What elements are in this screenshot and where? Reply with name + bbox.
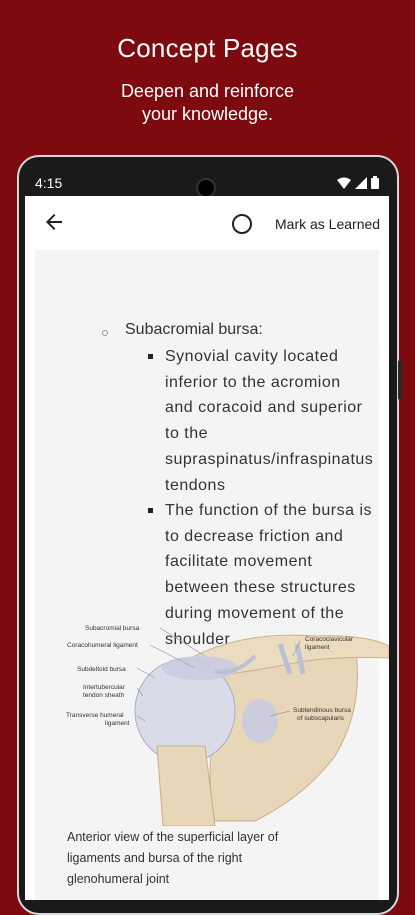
front-camera xyxy=(196,178,216,198)
label-coracoclavicular: Coracoclavicular xyxy=(305,636,354,643)
text-line: to decrease friction and xyxy=(165,527,344,545)
label-intertubercular: tendon sheath xyxy=(83,692,125,699)
battery-icon xyxy=(371,176,379,189)
square-bullet-icon xyxy=(148,508,153,513)
arrow-left-icon[interactable] xyxy=(42,210,66,234)
text-line: and coracoid and superior xyxy=(165,399,363,417)
mark-as-learned-button[interactable]: Mark as Learned xyxy=(275,216,381,232)
humerus-shaft xyxy=(157,746,215,826)
label-subtendinous-bursa: Subtendinous bursa xyxy=(293,707,351,714)
circle-outline-icon[interactable] xyxy=(232,214,252,234)
promo-subtitle-line-2: your knowledge. xyxy=(141,104,274,124)
promo-title: Concept Pages xyxy=(117,33,298,63)
promo-subtitle xyxy=(0,80,415,126)
text-line: inferior to the acromion xyxy=(165,373,341,391)
label-subacromial-bursa: Subacromial bursa xyxy=(85,625,140,632)
app-bar xyxy=(25,196,389,250)
caption-line: ligaments and bursa of the right xyxy=(67,851,243,865)
signal-icon xyxy=(355,177,367,189)
wifi-icon xyxy=(337,177,351,189)
text-line: between these structures xyxy=(165,579,356,597)
text-line: during movement of the xyxy=(165,604,345,622)
subacromial-bursa-shape xyxy=(162,656,238,680)
hollow-bullet-icon xyxy=(102,330,108,336)
figure-caption xyxy=(67,827,317,890)
shoulder-anatomy-illustration xyxy=(65,616,389,826)
label-transverse-humeral: ligament xyxy=(105,720,130,727)
app-screen xyxy=(25,196,389,900)
status-time: 4:15 xyxy=(35,175,63,191)
label-coracohumeral-ligament: Coracohumeral ligament xyxy=(67,642,138,649)
label-transverse-humeral: Transverse humeral xyxy=(66,712,124,719)
label-subdeltoid-bursa: Subdeltoid bursa xyxy=(77,666,126,673)
subheading: Subacromial bursa: xyxy=(125,321,263,338)
bullet-paragraph-1 xyxy=(165,344,375,498)
text-line: tendons xyxy=(165,476,226,494)
text-line: The function of the bursa is xyxy=(165,502,372,519)
text-line: Synovial cavity located xyxy=(165,348,339,365)
volume-button xyxy=(398,360,402,400)
text-line: facilitate movement xyxy=(165,553,313,571)
caption-line: Anterior view of the superficial layer of xyxy=(67,830,279,844)
text-line: supraspinatus/infraspinatus xyxy=(165,450,374,468)
subtendinous-bursa-shape xyxy=(242,699,278,743)
label-coracoclavicular: ligament xyxy=(305,644,330,651)
label-subtendinous-bursa: of subscapularis xyxy=(297,715,344,722)
square-bullet-icon xyxy=(148,354,153,359)
promo-subtitle-line-1: Deepen and reinforce xyxy=(120,81,295,101)
text-line: shoulder. xyxy=(165,630,235,648)
label-intertubercular: Intertubercular xyxy=(83,684,125,691)
caption-line: glenohumeral joint xyxy=(67,872,170,886)
text-line: to the xyxy=(165,425,209,443)
